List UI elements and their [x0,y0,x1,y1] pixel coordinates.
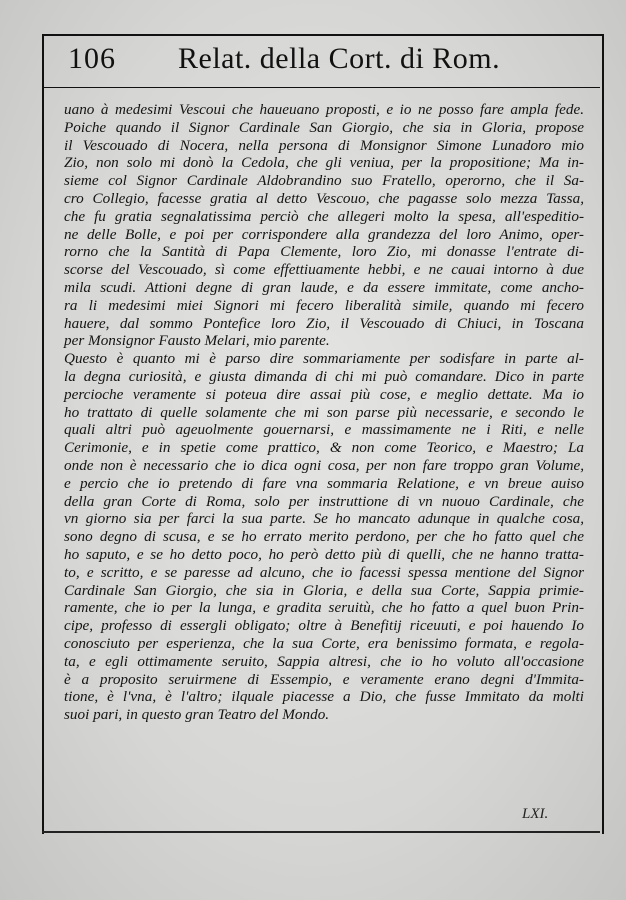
text-line: Zio, non solo mi donò la Cedola, che gli veniua, per la propositione; Ma in- [64,154,584,172]
text-line: ra li medesimi miei Signori mi fecero liberalità simile, quando mi fecero [64,296,584,314]
text-line: Cerimonie, e in spetie come prattico, & non come Teorico, e Maestro; La [64,439,584,457]
folio-number: LXI. [522,806,549,822]
text-line: onde non è necessario che io dica ogni cosa, per non fare troppo gran Volume, [64,456,584,474]
text-line: Poiche quando il Signor Cardinale San Giorgio, che sia in Gloria, propose [64,118,584,136]
text-line: ramente, che io per la lunga, e gradita seruitù, che ho fatto a quel buon Prin- [64,599,584,617]
text-line: per Monsignor Fausto Melari, mio parente. [64,332,330,350]
body-text [64,101,584,724]
text-line: ho trattato di quelle solamente che mi son parse più necessarie, e secondo le [64,403,584,421]
text-line: sono degno di scusa, e se ho errato merito perdono, per che ho fatto quel che [64,528,584,546]
running-head: Relat. della Cort. di Rom. [178,42,501,75]
page-number: 106 [68,42,116,75]
text-line: scorse del Vescouado, sì come effettiuamente hebbi, e ne cauai intorno à due [64,261,584,279]
text-line: conosciuto per esperienza, che la sua Corte, era benissimo formata, e regola- [64,634,584,652]
text-line: ta, e egli ottimamente seruito, Sappia altresi, che io ho voluto all'occasione [64,652,584,670]
text-line: cro Collegio, facesse gratia al detto Vescouo, che pagasse solo mezza Tassa, [64,189,584,207]
text-line: che fu gratia segnalatissima perciò che allegeri molto la spesa, all'espeditio- [64,207,584,225]
text-line: percioche veramente si poteua dire assai più cose, e meglio dettate. Ma io [64,385,584,403]
text-line: tione, è l'vna, è l'altro; ilquale piacesse a Dio, che fusse Immitato da molti [64,688,584,706]
text-line: quali altri può ageuolmente gouernarsi, e massimamente ne i Riti, e nelle [64,421,584,439]
header-rule [44,87,600,88]
text-line: e percio che io pretendo di fare vna sommaria Relatione, e vn breue auiso [64,474,584,492]
text-line: il Vescouado di Nocera, nella persona di Monsignor Simone Lunadoro mio [64,136,584,154]
text-line: vn giorno sia per farci la sua parte. Se ho mancato adunque in qualche cosa, [64,510,584,528]
text-line: uano à medesimi Vescoui che haueuano proposti, e io ne posso fare ampla fede. [64,101,584,118]
text-line: Questo è quanto mi è parso dire sommariamente per sodisfare in parte al- [64,350,584,368]
page-border-bottom [42,831,600,833]
text-line: ho saputo, e se ho detto poco, ho però detto più di quelli, che ne hanno tratta- [64,545,584,563]
text-line: Cardinale San Giorgio, che sia in Gloria, e della sua Corte, Sappia primie- [64,581,584,599]
text-line: mila scudi. Attioni degne di gran laude, e da essere immitate, come ancho- [64,278,584,296]
text-line: hauere, dal sommo Pontefice loro Zio, il Vescouado di Chiuci, in Toscana [64,314,584,332]
text-line: to, e scritto, e se paresse ad alcuno, che io facessi spessa mentione del Signor [64,563,584,581]
text-line: è a proposito seruirmene di Essempio, e veramente erano degni d'Immita- [64,670,584,688]
text-line: sieme col Signor Cardinale Aldobrandino suo Fratello, operorno, che il Sa- [64,172,584,190]
text-line: ne delle Bolle, e poi per corrispondere alla grandezza del loro Animo, oper- [64,225,584,243]
text-line: della gran Corte di Roma, solo per instruttione di vn nuouo Cardinale, che [64,492,584,510]
text-line: suoi pari, in questo gran Teatro del Mondo. [64,706,330,724]
text-line: rorno che la Santità di Papa Clemente, loro Zio, mi donasse l'entrate di- [64,243,584,261]
text-line: la degna curiosità, e giusta dimanda di chi mi può comandare. Dico in parte [64,367,584,385]
text-line: cipe, professo di essergli obligato; oltre à Benefitij riceuuti, e poi hauendo Io [64,617,584,635]
